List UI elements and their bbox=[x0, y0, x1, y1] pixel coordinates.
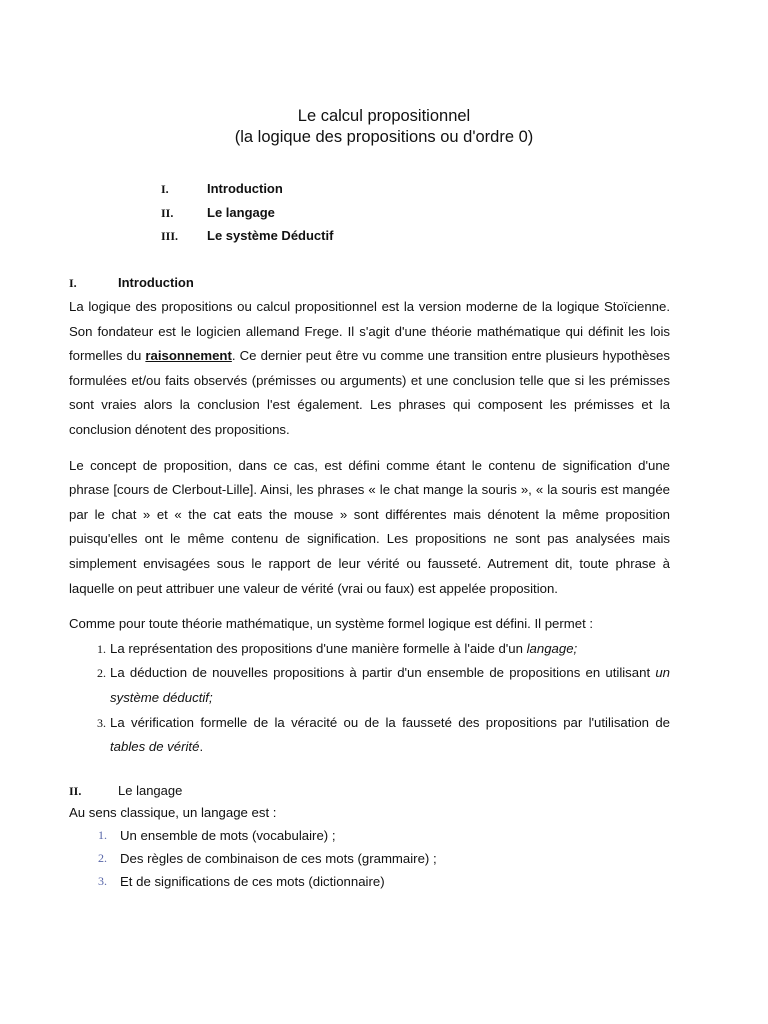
section-numeral: I. bbox=[69, 276, 77, 290]
document-title bbox=[0, 106, 768, 148]
list-number: 1. bbox=[97, 641, 106, 656]
section-numeral: II. bbox=[69, 784, 82, 798]
list-item-text: La vérification formelle de la véracité ou de la fausseté des propositions par l'utilisation de bbox=[110, 714, 670, 730]
list-item-text: Et de significations de ces mots (dictionnaire) bbox=[120, 874, 385, 889]
list-number: 2. bbox=[98, 851, 107, 865]
list-number: 3. bbox=[98, 874, 107, 888]
section-2-heading bbox=[69, 783, 182, 799]
list-item bbox=[69, 847, 670, 870]
section-title: Le langage bbox=[118, 783, 183, 798]
toc-item bbox=[161, 228, 333, 252]
list-item bbox=[69, 870, 670, 893]
list-item-text: Des règles de combinaison de ces mots (grammaire) ; bbox=[120, 851, 437, 866]
section-title: Introduction bbox=[118, 275, 194, 290]
title-line-1: Le calcul propositionnel bbox=[297, 107, 471, 125]
list-item bbox=[69, 661, 670, 710]
toc-numeral: II. bbox=[161, 205, 174, 220]
toc-item bbox=[161, 181, 333, 205]
list-item bbox=[69, 637, 670, 662]
toc-label: Le langage bbox=[207, 204, 275, 220]
paragraph: Comme pour toute théorie mathématique, un système formel logique est défini. Il permet : bbox=[69, 616, 594, 632]
paragraph-text: . Ce dernier peut être vu comme une transition entre plusieurs hypothèses formulées et/ou faits observés (prémisses ou arguments) et une conclusion telle que si les prémisses sont vraies alors la conclusion l'est également. Les phrases qui composent les prémisses et la conclusion dénotent des propositions. bbox=[69, 348, 670, 437]
title-line-2: (la logique des propositions ou d'ordre 0) bbox=[234, 128, 534, 146]
list-item bbox=[69, 824, 670, 847]
toc-label: Introduction bbox=[207, 181, 283, 196]
list-item bbox=[69, 711, 670, 760]
list-number: 2. bbox=[97, 666, 106, 681]
list-item-emphasis: langage; bbox=[526, 640, 578, 656]
key-term-raisonnement: raisonnement bbox=[145, 348, 232, 364]
toc-item bbox=[161, 205, 333, 229]
list-item-tail: . bbox=[199, 739, 204, 755]
list-item-emphasis: tables de vérité bbox=[110, 739, 200, 755]
list-item-text: La représentation des propositions d'une manière formelle à l'aide d'un bbox=[110, 640, 527, 656]
paragraph-text: La logique des propositions ou calcul propositionnel est la version moderne de la logique Stoïcienne. Son fondateur est le logicien allemand Frege. Il s'agit d'une théorie mathématique qui définit les lois formelles du bbox=[69, 299, 670, 364]
toc-numeral: I. bbox=[161, 182, 169, 196]
section-intro: Au sens classique, un langage est : bbox=[69, 805, 277, 820]
section-1-heading bbox=[69, 275, 194, 291]
list-item-text: Un ensemble de mots (vocabulaire) ; bbox=[120, 828, 336, 843]
paragraph bbox=[69, 295, 670, 443]
numbered-list bbox=[69, 824, 670, 893]
toc-numeral: III. bbox=[161, 229, 179, 243]
toc-label: Le système Déductif bbox=[207, 228, 334, 243]
list-item-text: La déduction de nouvelles propositions à partir d'un ensemble de propositions en utilisant bbox=[110, 665, 656, 681]
section-2-body bbox=[69, 802, 670, 893]
table-of-contents bbox=[161, 181, 333, 252]
section-1-body bbox=[69, 295, 670, 760]
list-item-emphasis: un système déductif; bbox=[110, 665, 670, 705]
paragraph: Le concept de proposition, dans ce cas, est défini comme étant le contenu de signification d'une phrase [cours de Clerbout-Lille]. Ainsi, les phrases « le chat mange la souris », « la souris est mangée par le chat » et « the cat eats the mouse » sont différentes mais dénotent la même proposition puisqu'elles ont le même contenu de signification. Les propositions ne sont pas analysées mais simplement envisagées sous le rapport de leur vérité ou fausseté. Autrement dit, toute phrase à laquelle on peut attribuer une valeur de vérité (vrai ou faux) est appelée proposition. bbox=[69, 457, 670, 596]
list-number: 1. bbox=[98, 828, 107, 842]
list-number: 3. bbox=[97, 715, 106, 730]
numbered-list bbox=[69, 637, 670, 760]
